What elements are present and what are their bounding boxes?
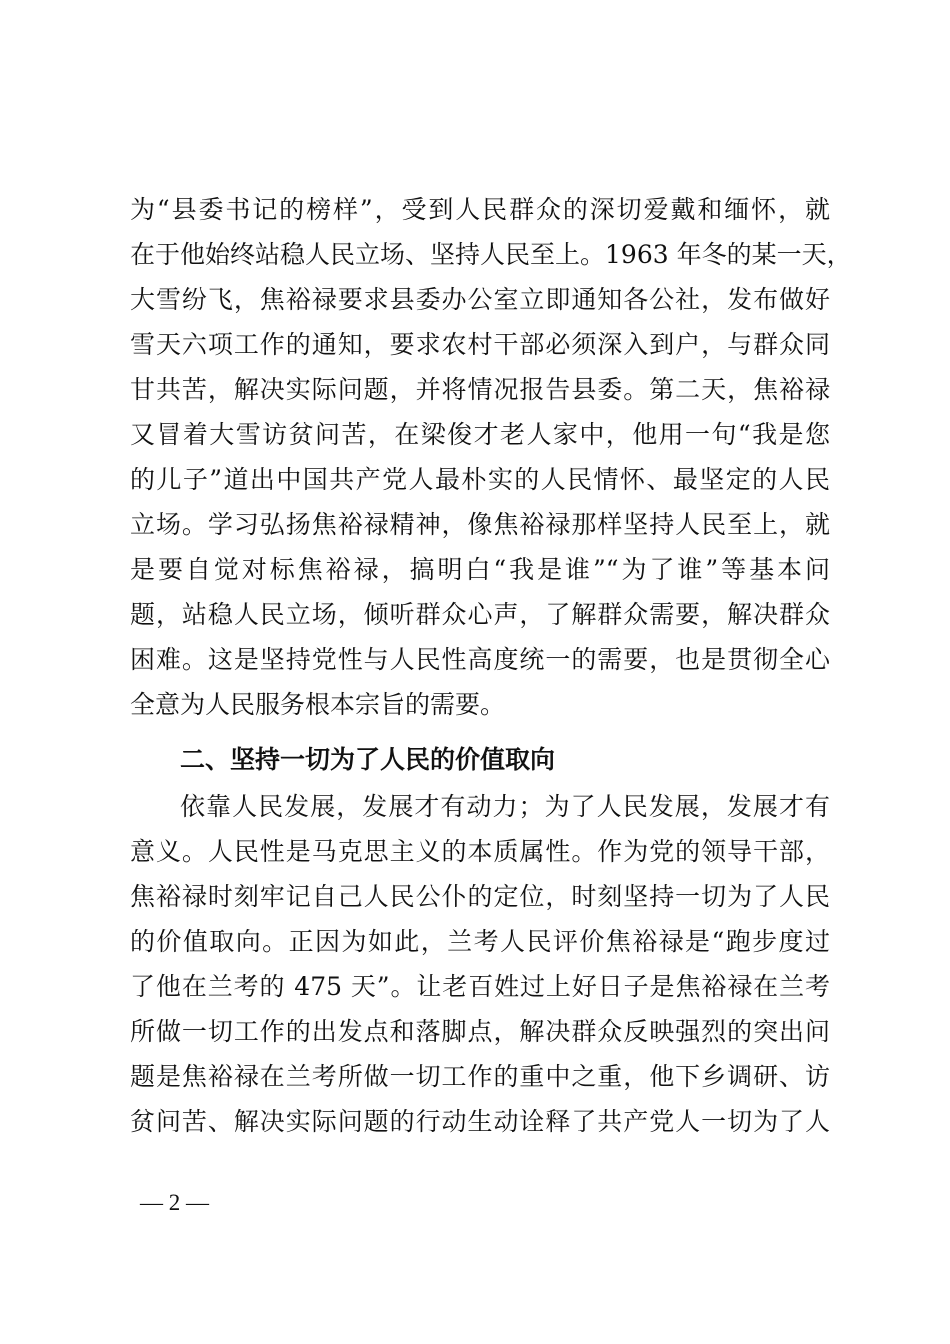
body-text-line: 依靠人民发展，发展才有动力；为了人民发展，发展才有: [180, 792, 830, 821]
body-text-line: 又冒着大雪访贫问苦，在梁俊才老人家中，他用一句“我是您: [130, 420, 830, 449]
body-text-line: 焦裕禄时刻牢记自己人民公仆的定位，时刻坚持一切为了人民: [130, 882, 830, 911]
body-text-line: 了他在兰考的 475 天”。让老百姓过上好日子是焦裕禄在兰考: [130, 972, 830, 1001]
body-text-line: 全意为人民服务根本宗旨的需要。: [130, 690, 506, 719]
body-text-line: 雪天六项工作的通知，要求农村干部必须深入到户，与群众同: [130, 330, 830, 359]
page-number: — 2 —: [140, 1190, 209, 1215]
body-text-line: 是要自觉对标焦裕禄，搞明白“我是谁”“为了谁”等基本问: [130, 555, 830, 584]
body-text-line: 贫问苦、解决实际问题的行动生动诠释了共产党人一切为了人: [130, 1107, 830, 1136]
section-heading: 二、坚持一切为了人民的价值取向: [180, 745, 556, 774]
body-text-line: 在于他始终站稳人民立场、坚持人民至上。1963 年冬的某一天，: [130, 240, 852, 269]
body-text-line: 困难。这是坚持党性与人民性高度统一的需要，也是贯彻全心: [130, 645, 830, 674]
body-text-line: 题是焦裕禄在兰考所做一切工作的重中之重，他下乡调研、访: [130, 1062, 830, 1091]
body-text-line: 题，站稳人民立场，倾听群众心声，了解群众需要，解决群众: [130, 600, 830, 629]
body-text-line: 所做一切工作的出发点和落脚点，解决群众反映强烈的突出问: [130, 1017, 830, 1046]
body-text-line: 为“县委书记的榜样”，受到人民群众的深切爱戴和缅怀，就: [130, 195, 830, 224]
body-text-line: 的儿子”道出中国共产党人最朴实的人民情怀、最坚定的人民: [130, 465, 830, 494]
body-text-line: 立场。学习弘扬焦裕禄精神，像焦裕禄那样坚持人民至上，就: [130, 510, 830, 539]
body-text-line: 意义。人民性是马克思主义的本质属性。作为党的领导干部，: [130, 837, 830, 866]
body-text-line: 大雪纷飞，焦裕禄要求县委办公室立即通知各公社，发布做好: [130, 285, 830, 314]
body-text-line: 甘共苦，解决实际问题，并将情况报告县委。第二天，焦裕禄: [130, 375, 830, 404]
body-text-line: 的价值取向。正因为如此，兰考人民评价焦裕禄是“跑步度过: [130, 927, 830, 956]
